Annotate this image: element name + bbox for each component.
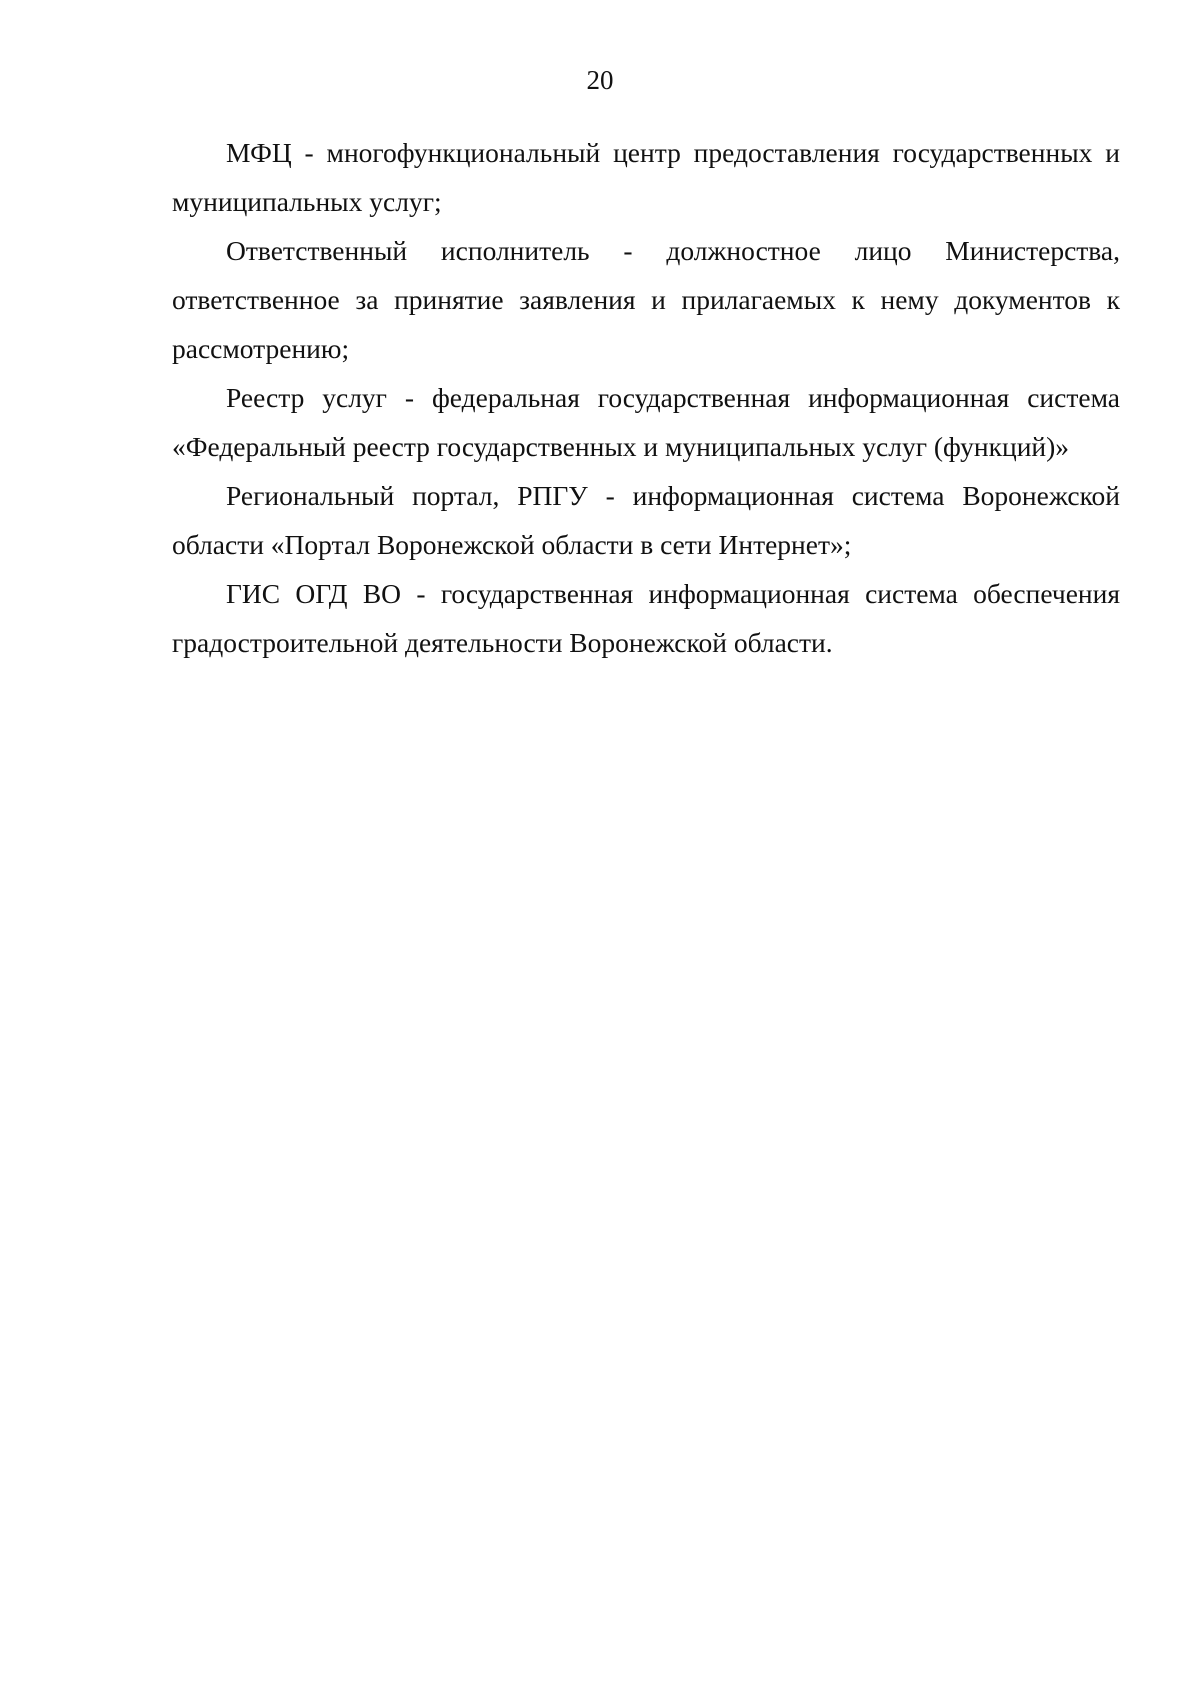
definition-mfc: МФЦ - многофункциональный центр предоставления государственных и муниципальных услуг; [172,137,1120,217]
definition-regional-portal: Региональный портал, РПГУ - информационная система Воронежской области «Портал Воронежской области в сети Интернет»; [172,480,1120,560]
document-body [172,128,1120,667]
definition-gis-ogd-vo: ГИС ОГД ВО - государственная информационная система обеспечения градостроительной деятельности Воронежской области. [172,578,1120,658]
page-number: 20 [586,65,614,95]
definition-responsible-executor: Ответственный исполнитель - должностное лицо Министерства, ответственное за принятие заявления и прилагаемых к нему документов к рассмотрению; [172,235,1120,364]
definition-services-registry: Реестр услуг - федеральная государственная информационная система «Федеральный реестр государственных и муниципальных услуг (функций)» [172,382,1120,462]
